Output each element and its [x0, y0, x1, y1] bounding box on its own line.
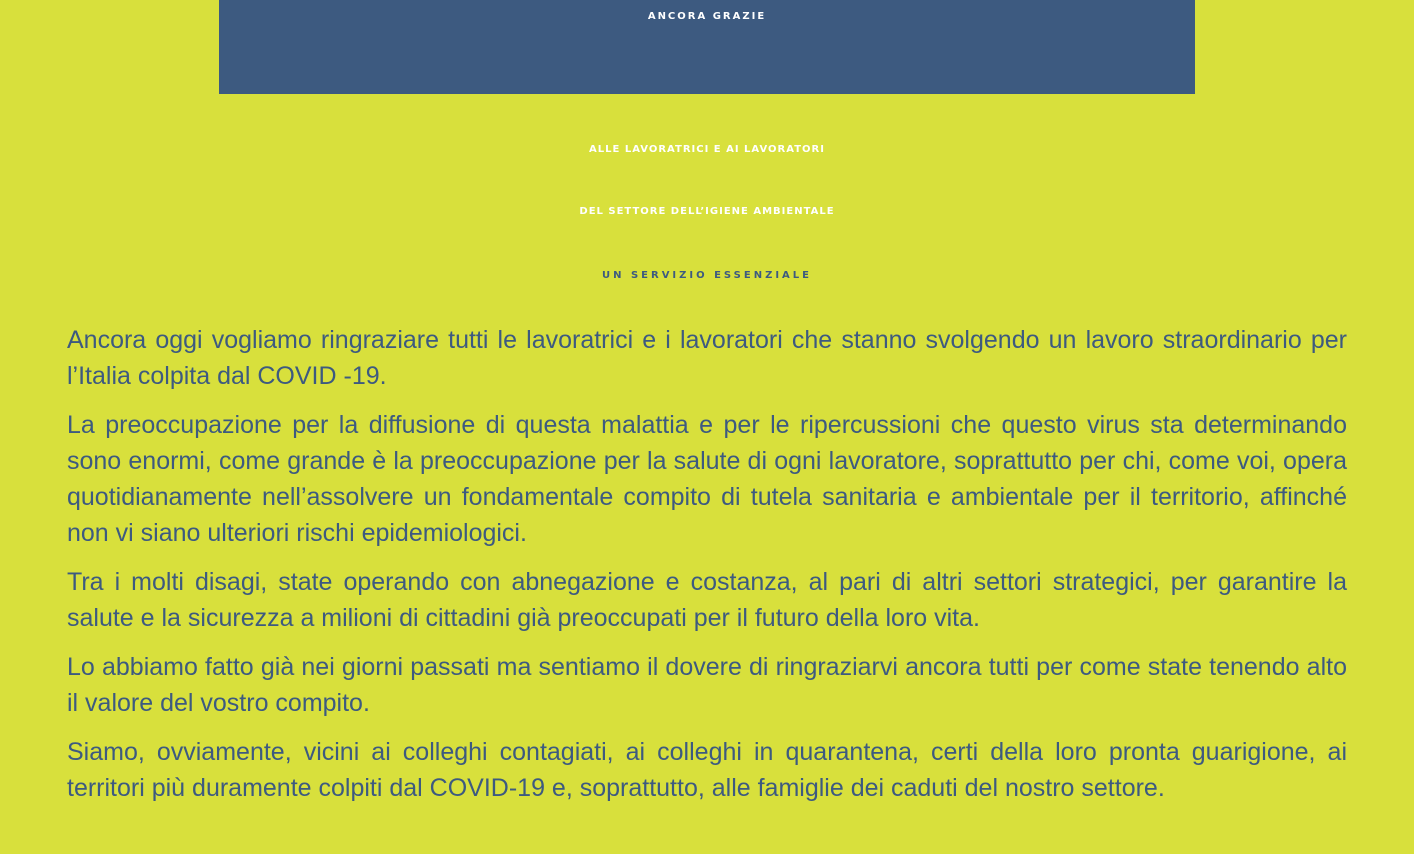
paragraph: Tra i molti disagi, state operando con abnegazione e costanza, al pari di altri settori strategici, per garantire la salute e la sicurezza a milioni di cittadini già preoccupati per il futuro della loro vita. [67, 568, 1347, 632]
headline-line-2: DEL SETTORE DELL’IGIENE AMBIENTALE [579, 206, 835, 217]
paragraph: Lo abbiamo fatto già nei giorni passati ma sentiamo il dovere di ringraziarvi ancora tutti per come state tenendo alto il valore del vostro compito. [67, 653, 1347, 717]
paragraph: Siamo, ovviamente, vicini ai colleghi contagiati, ai colleghi in quarantena, certi della loro pronta guarigione, ai territori più duramente colpiti dal COVID-19 e, soprattutto, alle famiglie dei caduti del nostro settore. [67, 738, 1347, 802]
page-title: ANCORA GRAZIE [647, 11, 767, 22]
body-text [67, 322, 1347, 819]
headline-subtitle: UN SERVIZIO ESSENZIALE [601, 270, 813, 281]
paragraph: La preoccupazione per la diffusione di questa malattia e per le ripercussioni che questo virus sta determinando sono enormi, come grande è la preoccupazione per la salute di ogni lavoratore, soprattutto per chi, come voi, opera quotidianamente nell’assolvere un fondamentale compito di tutela sanitaria e ambientale per il territorio, affinché non vi siano ulteriori rischi epidemiologici. [67, 411, 1347, 547]
paragraph: Ancora oggi vogliamo ringraziare tutti le lavoratrici e i lavoratori che stanno svolgendo un lavoro straordinario per l’Italia colpita dal COVID -19. [67, 326, 1347, 390]
title-banner [219, 0, 1195, 94]
headline-line-1: ALLE LAVORATRICI E AI LAVORATORI [589, 144, 825, 155]
